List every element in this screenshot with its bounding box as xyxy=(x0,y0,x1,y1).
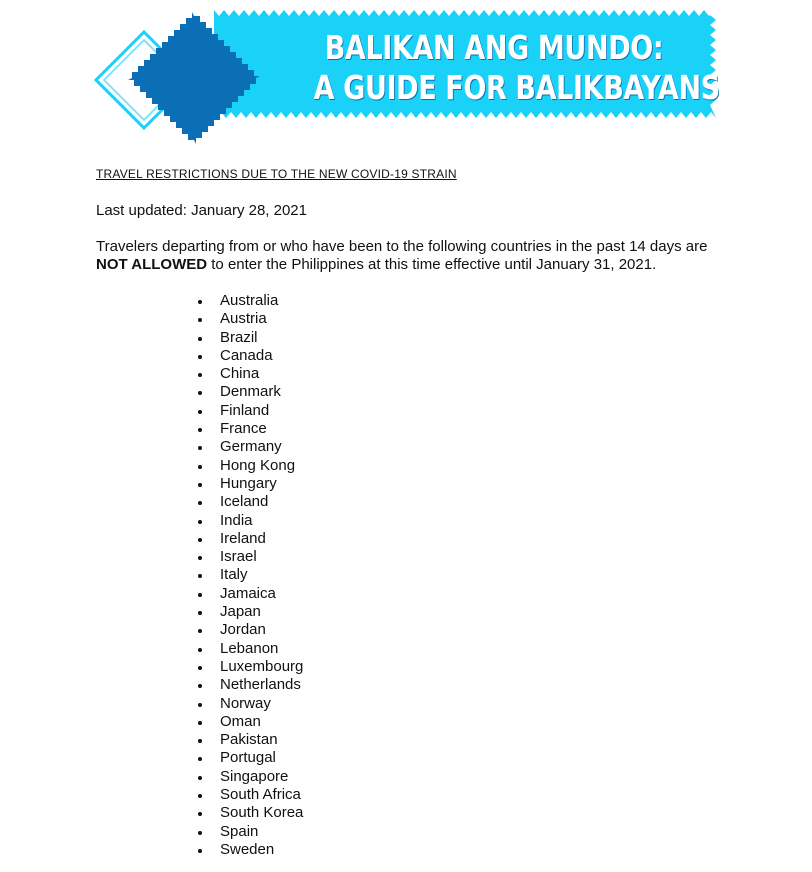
notice-paragraph xyxy=(96,238,736,274)
banner xyxy=(94,8,720,148)
country-list-item: Sweden xyxy=(196,841,303,859)
notice-text-before: Travelers departing from or who have been to the following countries in the past 14 days are xyxy=(96,238,708,255)
banner-title-line-1: BALIKAN ANG MUNDO: xyxy=(324,28,664,67)
country-list-item: Lebanon xyxy=(196,640,303,658)
country-list-item: South Africa xyxy=(196,786,303,804)
country-list-item: Japan xyxy=(196,603,303,621)
country-list-item: Finland xyxy=(196,402,303,420)
country-list-item: Pakistan xyxy=(196,731,303,749)
country-list xyxy=(196,292,303,859)
country-list-item: Austria xyxy=(196,310,303,328)
country-list-item: Canada xyxy=(196,347,303,365)
country-list-item: Hong Kong xyxy=(196,457,303,475)
country-list-item: Oman xyxy=(196,713,303,731)
country-list-item: Hungary xyxy=(196,475,303,493)
country-list-item: Germany xyxy=(196,438,303,456)
country-list-item: Brazil xyxy=(196,329,303,347)
notice-text-after: to enter the Philippines at this time effective until January 31, 2021. xyxy=(207,256,657,273)
country-list-item: Iceland xyxy=(196,493,303,511)
country-list-item: Ireland xyxy=(196,530,303,548)
country-list-item: South Korea xyxy=(196,804,303,822)
country-list-item: China xyxy=(196,365,303,383)
country-list-item: Israel xyxy=(196,548,303,566)
country-list-item: Netherlands xyxy=(196,676,303,694)
country-list-item: Spain xyxy=(196,823,303,841)
banner-title-line-2: A GUIDE FOR BALIKBAYANS xyxy=(313,68,720,107)
country-list-item: Australia xyxy=(196,292,303,310)
country-list-item: Italy xyxy=(196,566,303,584)
country-list-item: Luxembourg xyxy=(196,658,303,676)
country-list-item: Jamaica xyxy=(196,585,303,603)
country-list-item: Norway xyxy=(196,695,303,713)
country-list-item: Jordan xyxy=(196,621,303,639)
country-list-item: Portugal xyxy=(196,749,303,767)
last-updated: Last updated: January 28, 2021 xyxy=(96,202,307,219)
country-list-item: India xyxy=(196,512,303,530)
notice-emphasis: NOT ALLOWED xyxy=(96,256,208,273)
country-list-item: Singapore xyxy=(196,768,303,786)
section-heading: TRAVEL RESTRICTIONS DUE TO THE NEW COVID-19 STRAIN xyxy=(96,167,457,181)
country-list-item: Denmark xyxy=(196,383,303,401)
country-list-item: France xyxy=(196,420,303,438)
